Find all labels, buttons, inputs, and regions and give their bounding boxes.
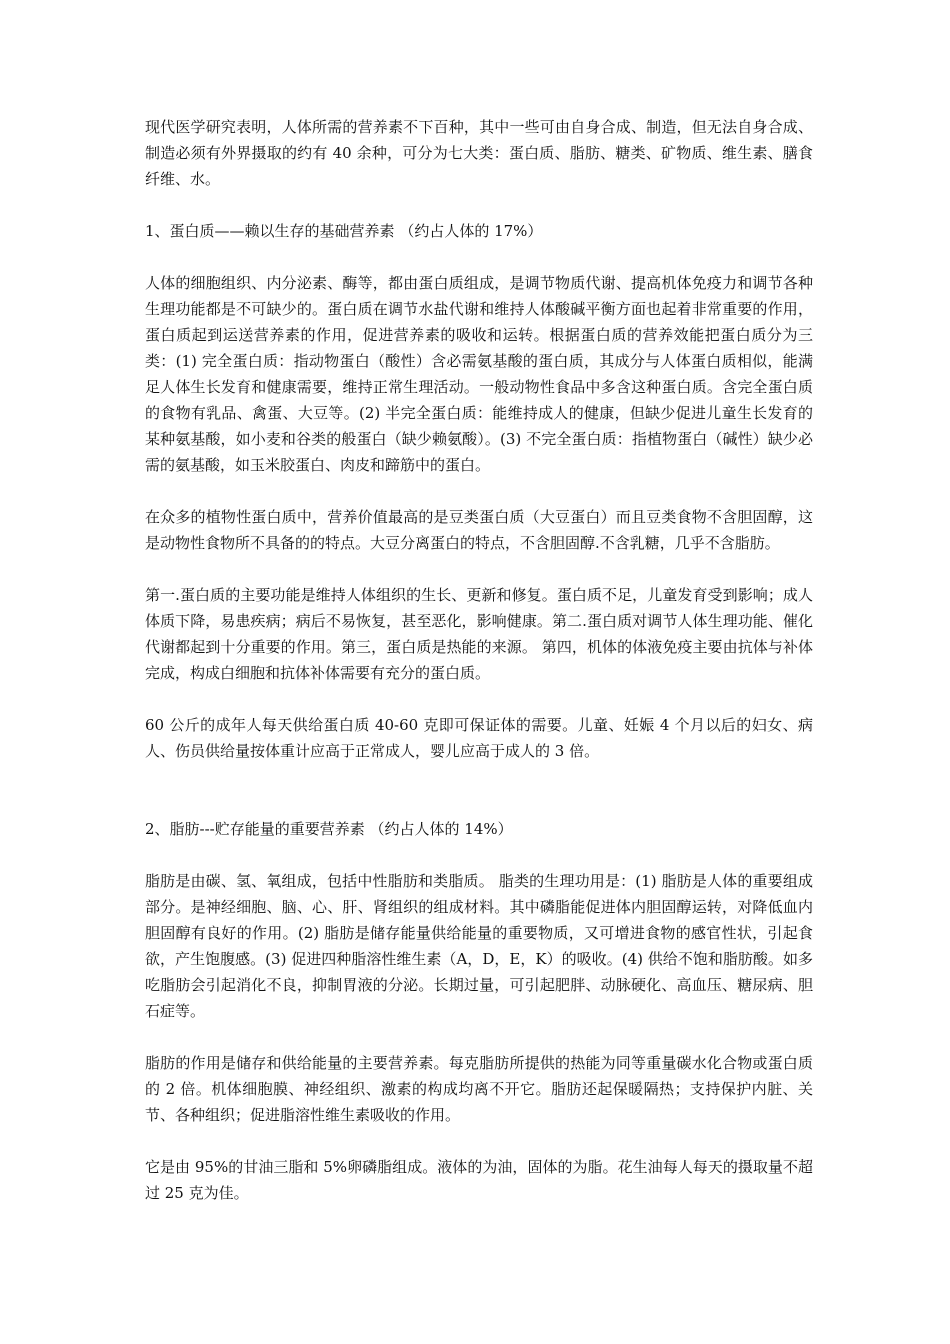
section2-heading: 2、脂肪---贮存能量的重要营养素 （约占人体的 14%） xyxy=(145,820,513,838)
section1-paragraph-2: 在众多的植物性蛋白质中，营养价值最高的是豆类蛋白质（大豆蛋白）而且豆类食物不含胆固醇，这是动物性食物所不具备的的特点。大豆分离蛋白的特点，不含胆固醇.不含乳糖，几乎不含脂肪。 xyxy=(145,508,813,552)
section1-heading: 1、蛋白质——赖以生存的基础营养素 （约占人体的 17%） xyxy=(145,222,543,240)
document-page xyxy=(145,114,813,1232)
section2-paragraph-1: 脂肪是由碳、氢、氧组成，包括中性脂肪和类脂质。 脂类的生理功用是：(1) 脂肪是人体的重要组成部分。是神经细胞、脑、心、肝、肾组织的组成材料。其中磷脂能促进体内胆固醇运转，对降低血内胆固醇有良好的作用。(2) 脂肪是储存能量供给能量的重要物质，又可增进食物的感官性状，引起食欲，产生饱腹感。(3) 促进四种脂溶性维生素（A，D，E，K）的吸收。(4) 供给不饱和脂肪酸。如多吃脂肪会引起消化不良，抑制胃液的分泌。长期过量，可引起肥胖、动脉硬化、高血压、糖尿病、胆石症等。 xyxy=(145,872,813,1020)
section-gap xyxy=(145,790,813,816)
intro-paragraph: 现代医学研究表明，人体所需的营养素不下百种，其中一些可由自身合成、制造，但无法自身合成、制造必须有外界摄取的约有 40 余种，可分为七大类：蛋白质、脂肪、糖类、矿物质、维生素、膳食纤维、水。 xyxy=(145,118,813,188)
section1-paragraph-1: 人体的细胞组织、内分泌素、酶等，都由蛋白质组成，是调节物质代谢、提高机体免疫力和调节各种生理功能都是不可缺少的。蛋白质在调节水盐代谢和维持人体酸碱平衡方面也起着非常重要的作用，蛋白质起到运送营养素的作用，促进营养素的吸收和运转。根据蛋白质的营养效能把蛋白质分为三类：(1) 完全蛋白质：指动物蛋白（酸性）含必需氨基酸的蛋白质，其成分与人体蛋白质相似，能满足人体生长发育和健康需要，维持正常生理活动。一般动物性食品中多含这种蛋白质。含完全蛋白质的食物有乳品、禽蛋、大豆等。(2) 半完全蛋白质：能维持成人的健康，但缺少促进儿童生长发育的某种氨基酸，如小麦和谷类的般蛋白（缺少赖氨酸）。(3) 不完全蛋白质：指植物蛋白（碱性）缺少必需的氨基酸，如玉米胶蛋白、肉皮和蹄筋中的蛋白。 xyxy=(145,274,813,474)
section2-paragraph-2: 脂肪的作用是储存和供给能量的主要营养素。每克脂肪所提供的热能为同等重量碳水化合物或蛋白质的 2 倍。机体细胞膜、神经组织、激素的构成均离不开它。脂肪还起保暖隔热；支持保护内脏、关节、各种组织；促进脂溶性维生素吸收的作用。 xyxy=(145,1054,813,1124)
section2-paragraph-3: 它是由 95%的甘油三脂和 5%卵磷脂组成。液体的为油，固体的为脂。花生油每人每天的摄取量不超过 25 克为佳。 xyxy=(145,1158,813,1202)
section1-paragraph-4: 60 公斤的成年人每天供给蛋白质 40-60 克即可保证体的需要。儿童、妊娠 4 个月以后的妇女、病人、伤员供给量按体重计应高于正常成人，婴儿应高于成人的 3 倍。 xyxy=(145,716,813,760)
section1-paragraph-3: 第一.蛋白质的主要功能是维持人体组织的生长、更新和修复。蛋白质不足，儿童发育受到影响；成人体质下降，易患疾病；病后不易恢复，甚至恶化，影响健康。第二.蛋白质对调节人体生理功能、催化代谢都起到十分重要的作用。第三，蛋白质是热能的来源。 第四，机体的体液免疫主要由抗体与补体完成，构成白细胞和抗体补体需要有充分的蛋白质。 xyxy=(145,586,813,682)
